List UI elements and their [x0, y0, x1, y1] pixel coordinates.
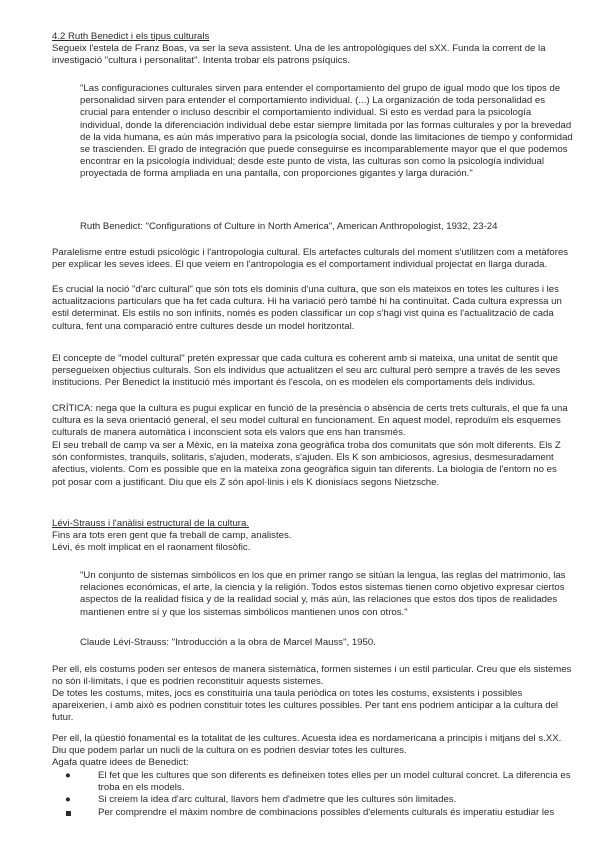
benedict-quote: "Las configuraciones culturales sirven para entender el comportamiento del grupo de igual modo que los tipos de personalidad sirven para entender el comportamiento individual. (...) La organización de toda personalidad es crucial para entender o incluso describir el comportamiento individual. Si esto es verdad para la psicología individual, donde la diferenciación individual debe estar siempre limitada por las formas culturales y por la brevedad de la vida humana, es aún más imperativo para la psicología social, donde las limitaciones de tiempo y conformidad se trascienden. El grado de integración que puede conseguirse es incomparablemente mayor que el que podemos encontrar en la psicología individual; desde este punto de vista, las culturas son como la psicología individual proyectada de forma ampliada en una pantalla, con proporciones gigantes y larga duración." — [80, 83, 573, 180]
list-item-text: Si creiem la idea d'arc cultural, llavors hem d'admetre que les cultures són limitades. — [98, 794, 457, 806]
levi-citation: Claude Lévi-Strauss: "Introducción a la obra de Marcel Mauss", 1950. — [80, 637, 376, 648]
paragraph-parallelism: Paralelisme entre estudi psicològic i l'antropologia cultural. Els artefactes culturals del moment s'utilitzen com a metàfores per explicar les seves idees. El que veiem en l'antropologia es el comportament individual projectat en llarga durada. — [52, 247, 569, 271]
intro-paragraph: Segueix l'estela de Franz Boas, va ser la seva assistent. Una de les antropològiques del sXX. Funda la corrent de la investigació "cultura i personalitat". Intenta trobar els patrons psíquics. — [52, 43, 546, 67]
section-heading-levi-strauss: Lévi-Strauss i l'anàlisi estructural de la cultura. — [52, 518, 249, 529]
square-bullet-icon — [66, 811, 71, 816]
list-item — [52, 770, 572, 794]
list-item-text: Per comprendre el màxim nombre de combinacions possibles d'elements culturals és imperatiu estudiar les — [98, 806, 555, 818]
bullet-icon: ● — [65, 770, 71, 781]
bullet-icon: ● — [65, 794, 71, 806]
ideas-intro: Agafa quatre idees de Benedict: — [52, 757, 189, 768]
levi-quote: "Un conjunto de sistemas simbólicos en los que en primer rango se sitúan la lengua, las reglas del matrimonio, las relaciones económicas, el arte, la ciencia y la religión. Todos estos sistemas tienen como objetivo expresar ciertos aspectos de la realidad física y de la realidad social y, más aún, las relaciones que estos dos tipos de realidades mantienen entre sí y que los sistemas simbólicos mantienen unos con otros." — [80, 570, 566, 618]
levi-line-1: Fins ara tots eren gent que fa treball de camp, analistes. — [52, 530, 292, 541]
paragraph-cultural-arc: Es crucial la noció "d'arc cultural" que són tots els dominis d'una cultura, que son els mateixos en totes les cultures i les actualitzacions particulars que ha fet cada cultura. Hi ha variació però també hi ha continuïtat. Cada cultura expressa un estil determinat. Els estils no son infinits, només es poden classificar un cop s'hagi vist quina es l'actualització de cada cultura, fent una comparació entre cultures desde un model horitzontal. — [52, 284, 562, 332]
paragraph-periodic-table: De totes les costums, mites, jocs es constituiria una taula periòdica on totes les costums, exsistents i possibles apareixerien, i amb això es podrien constituir totes les cultures possibles. Per tant ens podriem anticipar a la cultura del futur. — [52, 688, 559, 724]
paragraph-critique: CRÍTICA: nega que la cultura es pugui explicar en funció de la presència o absència de certs trets culturals, el que fa una cultura es la seva orientació general, el seu model cultural en funcionament. En aquest model, reproduïm els esquemes culturals de manera automàtica i inconscient sota els valors que ens han transmés. — [52, 403, 568, 439]
paragraph-fieldwork: El seu treball de camp va ser a Mèxic, en la mateixa zona geogràfica troba dos comunitats que són molt diferents. Els Z són conformistes, tranquils, solitaris, s'ajuden, moderats, s'ajuden. Els K son ambiciosos, agresius, desmesuradament afectius, violents. Com es possible que en la mateixa zona geogràfica siguin tan diferents. La biologia de l'entorn no es pot posar com a justificant. Diu que els Z són apol·linis i els K dionisíacs segons Nietzsche. — [52, 440, 561, 488]
benedict-citation: Ruth Benedict: "Configurations of Culture in North America", American Anthropologist, 1932, 23-24 — [80, 221, 498, 232]
list-item — [52, 794, 572, 806]
paragraph-cultural-model: El concepte de "model cultural" pretén expressar que cada cultura es coherent amb si mateixa, una unitat de sentit que persegueixen objectius culturals. Son els individus que actualitzen el seu arc cultural però sempre a través de les seves institucions. Per Benedict la institució més important és l'escola, on es modelen els comportaments dels individus. — [52, 353, 561, 389]
benedict-ideas-list — [52, 770, 572, 819]
levi-line-2: Lévi, és molt implicat en el raonament filosòfic. — [52, 542, 251, 553]
list-item-text: El fet que les cultures que son diferents es defineixen totes elles per un model cultural concret. La diferencia es troba en els models. — [98, 770, 571, 794]
list-item — [52, 807, 572, 819]
section-heading-benedict: 4.2 Ruth Benedict i els tipus culturals — [52, 31, 210, 42]
paragraph-totality: Per ell, la qüestió fonamental es la totalitat de les cultures. Acuesta idea es nordamericana a principis i mitjans del s.XX. Diu que podem parlar un nucli de la cultura on es podrien desviar totes les cultures. — [52, 733, 562, 757]
paragraph-systems: Per ell, els costums poden ser entesos de manera sistemàtica, formen sistemes i un estil particular. Creu que els sistemes no són il·limitats, i que es podrien reconstituir aquests sistemes. — [52, 664, 572, 688]
